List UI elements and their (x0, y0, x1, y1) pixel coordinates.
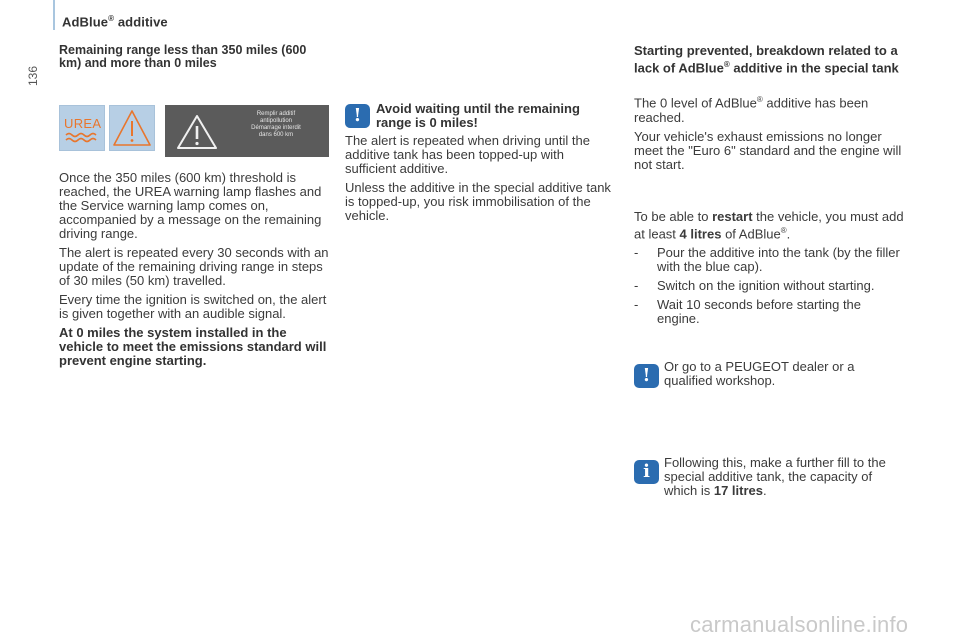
warning-lamps-illustration (59, 105, 329, 153)
capacity-note-text: Following this, make a further fill to the special additive tank, the capacity of which is 17 litres. (664, 454, 886, 498)
starting-prevented-heading: Starting prevented, breakdown related to a lack of AdBlue® additive in the special tank (634, 43, 899, 76)
exclamation-badge-icon: ! (345, 104, 370, 128)
restart-paragraph: To be able to restart the vehicle, you must add at least 4 litres of AdBlue®. (634, 208, 904, 241)
zero-miles-warning: At 0 miles the system installed in the vehicle to meet the emissions standard will prevent engine starting. (59, 325, 327, 368)
step-item: - Pour the additive into the tank (by the filler with the blue cap). (634, 244, 900, 274)
topup-repeat-paragraph: The alert is repeated when driving until the additive tank has been topped-up with sufficient additive. (345, 133, 590, 176)
step-item: - Switch on the ignition without starting. (634, 277, 875, 293)
header-title: AdBlue (62, 14, 109, 30)
header-registered-mark: ® (108, 14, 115, 23)
ignition-alert-paragraph: Every time the ignition is switched on, the alert is given together with an audible signal. (59, 292, 327, 321)
avoid-zero-title: Avoid waiting until the remaining range is 0 miles! (376, 101, 580, 130)
watermark: carmanualsonline.info (690, 612, 909, 637)
euro6-paragraph: Your vehicle's exhaust emissions no longer meet the "Euro 6" standard and the engine will not start. (634, 128, 902, 172)
urea-warning-lamp-icon (59, 105, 105, 151)
exclamation-badge-icon: ! (634, 364, 659, 388)
dealer-note-text: Or go to a PEUGEOT dealer or a qualified workshop. (664, 358, 855, 388)
repeat-alert-paragraph: The alert is repeated every 30 seconds with an update of the remaining driving range in steps of 30 miles (50 km) travelled. (59, 245, 329, 288)
page-header (62, 14, 168, 29)
avoid-zero-warning-box (345, 102, 615, 130)
right-column (634, 44, 904, 498)
range-heading: Remaining range less than 350 miles (600 km) and more than 0 miles (59, 43, 307, 70)
step-item: - Wait 10 seconds before starting the engine. (634, 296, 862, 326)
service-warning-triangle-icon (109, 105, 155, 151)
threshold-paragraph: Once the 350 miles (600 km) threshold is reached, the UREA warning lamp flashes and the Service warning lamp comes on, accompanied by a message on the remaining driving range. (59, 170, 322, 241)
urea-label: UREA (64, 116, 102, 131)
header-accent-bar (53, 0, 55, 30)
info-badge-icon: i (634, 460, 659, 484)
left-column-body (59, 171, 331, 373)
middle-column (345, 102, 615, 228)
immobilisation-paragraph: Unless the additive in the special additive tank is topped-up, you risk immobilisation of the vehicle. (345, 180, 611, 223)
instrument-display-message-icon (165, 105, 329, 157)
left-column-heading-block (59, 44, 329, 75)
page-number: 136 (26, 65, 40, 86)
display-message-text: Remplir additif antipollution Démarrage interdit dans 600 km (251, 111, 301, 138)
dealer-note (634, 360, 904, 390)
zero-level-paragraph: The 0 level of AdBlue® additive has been reached. (634, 95, 869, 125)
capacity-note (634, 456, 904, 498)
header-title-rest: additive (114, 14, 168, 30)
